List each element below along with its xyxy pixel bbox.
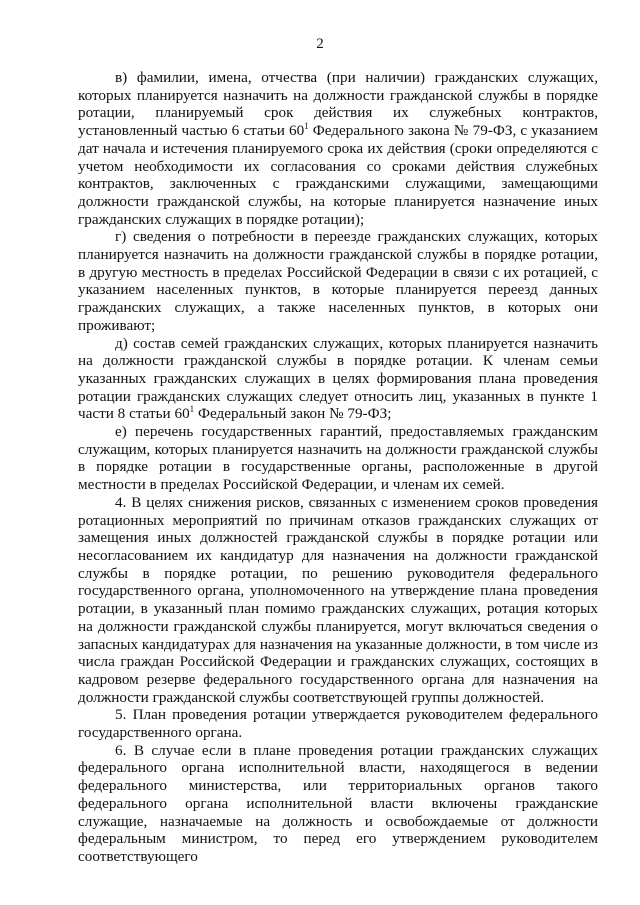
paragraph-item-5: 5. План проведения ротации утверждается руководителем федерального государственного органа. bbox=[78, 706, 598, 742]
paragraph-item-4: 4. В целях снижения рисков, связанных с изменением сроков проведения ротационных мероприятий по причинам отказов гражданских служащих от замещения иных должностей гражданской службы в порядке ротации или несогласованием их кандидатур для назначения на должности гражданской службы в порядке ротации, по решению руководителя федерального государственного органа, уполномоченного на утверждение плана проведения ротации, в указанный план помимо гражданских служащих, ротация которых на должности гражданской службы планируется, могут включаться сведения о запасных кандидатурах для назначения на указанные должности, в том числе из числа граждан Российской Федерации и гражданских служащих, состоящих в кадровом резерве федерального государственного органа для назначения на должности гражданской службы соответствующей группы должностей. bbox=[78, 493, 598, 706]
page-number: 2 bbox=[316, 36, 324, 52]
paragraph-item-v: в) фамилии, имена, отчества (при наличии) гражданских служащих, которых планируется назначить на должности гражданской службы в порядке ротации, планируемый срок действия их служебных контрактов, установленный частью 6 статьи $60^1$ Федерального закона № 79-ФЗ, с указанием дат начала и истечения планируемого срока их действия (сроки определяются с учетом необходимости их согласования со сроками действия служебных контрактов, заключенных с гражданскими служащими, замещающими должности гражданской службы, на которые планируется назначение иных гражданских служащих в порядке ротации); bbox=[78, 69, 598, 228]
document-body bbox=[78, 69, 598, 866]
paragraph-item-6: 6. В случае если в плане проведения ротации гражданских служащих федерального органа исполнительной власти, находящегося в ведении федерального министерства, или территориальных органов такого федерального органа исполнительной власти включены гражданские служащие, назначаемые на должность и освобождаемые от должности федеральным министром, то перед его утверждением руководителем соответствующего bbox=[78, 741, 598, 865]
superscript: 1 bbox=[189, 404, 195, 415]
superscript: 1 bbox=[304, 121, 309, 132]
paragraph-item-d: д) состав семей гражданских служащих, которых планируется назначить на должности гражданской службы в порядке ротации. К членам семьи указанных гражданских служащих в целях формирования плана проведения ротации гражданских служащих следует относить лиц, указанных в пункте 1 части 8 статьи $60^1$ Федеральный закон № 79-ФЗ; bbox=[78, 334, 598, 423]
paragraph-item-g: г) сведения о потребности в переезде гражданских служащих, которых планируется назначить на должности гражданской службы в порядке ротации, в другую местность в пределах Российской Федерации в связи с их ротацией, с указанием населенных пунктов, в которые планируется переезд данных гражданских служащих, а также населенных пунктов, в которых они проживают; bbox=[78, 228, 598, 334]
paragraph-item-e: е) перечень государственных гарантий, предоставляемых гражданским служащим, которых планируется назначить на должности гражданской службы в порядке ротации в государственные органы, расположенные в другой местности в пределах Российской Федерации, и членам их семей. bbox=[78, 423, 598, 494]
